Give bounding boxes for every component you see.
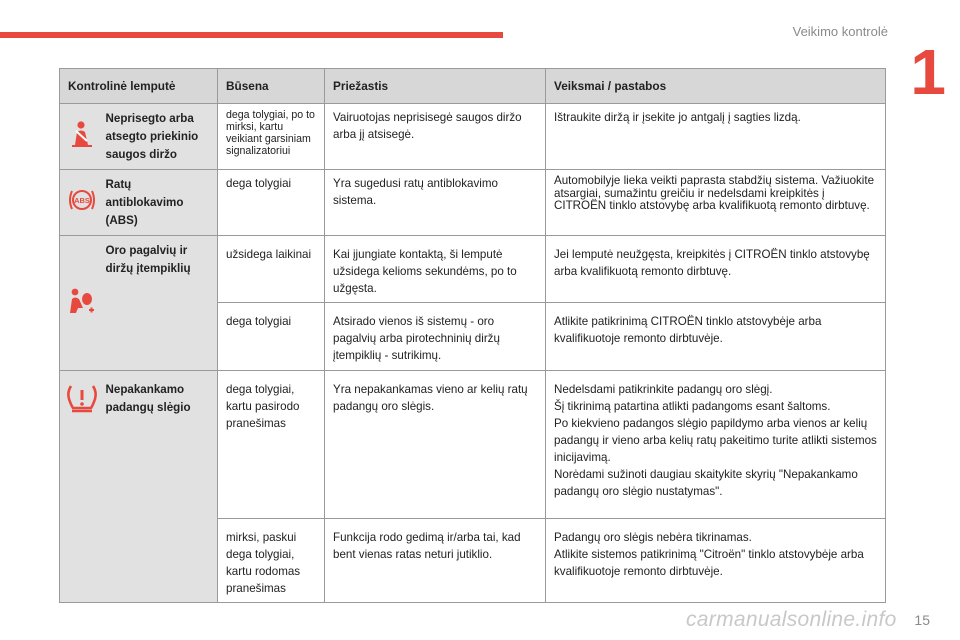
lamp-name-tyre: Nepakankamo padangų slėgio	[104, 371, 218, 603]
action-abs: Automobilyje lieka veikti paprasta stabdžių sistema. Važiuokite atsargiai, sumažintu greičiu ir nedelsdami kreipkitės į CITROËN tinklo atstovybę arba kvalifikuotą remonto dirbtuvę.	[546, 170, 886, 236]
lamp-name-airbag: Oro pagalvių ir diržų įtempiklių	[104, 236, 218, 371]
airbag-icon-cell	[60, 236, 104, 371]
cause-tyre-1: Yra nepakankamas vieno ar kelių ratų padangų oro slėgis.	[325, 371, 546, 519]
action-seatbelt: Ištraukite diržą ir įsekite jo antgalį į sagties lizdą.	[546, 104, 886, 170]
tyre-icon-cell	[60, 371, 104, 603]
table-header-row	[60, 69, 886, 104]
col-header-cause: Priežastis	[325, 69, 546, 104]
cause-airbag-2: Atsirado vienos iš sistemų - oro pagalvių arba pirotechninių diržų įtempiklių - sutrikimų.	[325, 303, 546, 371]
lamp-name-abs: Ratų antiblokavimo (ABS)	[104, 170, 218, 236]
cause-airbag-1: Kai įjungiate kontaktą, ši lemputė užsidega kelioms sekundėms, po to užgęsta.	[325, 236, 546, 303]
action-tyre-1	[546, 371, 886, 519]
col-header-action: Veiksmai / pastabos	[546, 69, 886, 104]
tyre-pressure-warning-icon	[65, 383, 99, 413]
action-airbag-1: Jei lemputė neužgęsta, kreipkitės į CITROËN tinklo atstovybę arba kvalifikuotą remonto dirbtuvę.	[546, 236, 886, 303]
state-seatbelt: dega tolygiai, po to mirksi, kartu veikiant garsiniam signalizatoriui	[218, 104, 325, 170]
action-tyre-1-line: Norėdami sužinoti daugiau skaitykite skyrių "Nepakankamo padangų oro slėgio nustatymas".	[554, 468, 858, 498]
action-tyre-2-line: Padangų oro slėgis nebėra tikrinamas.	[554, 531, 752, 544]
action-tyre-1-line: Šį tikrinimą patartina atlikti padangoms esant šaltoms.	[554, 400, 831, 413]
table-row-seatbelt	[60, 104, 886, 170]
seatbelt-icon-cell	[60, 104, 104, 170]
watermark: carmanualsonline.info	[686, 608, 897, 631]
chapter-number: 1	[910, 36, 946, 108]
table-row-tyre-1	[60, 371, 886, 519]
state-airbag-2: dega tolygiai	[218, 303, 325, 371]
warning-lamps-table	[59, 68, 886, 603]
top-accent-bar	[0, 32, 503, 38]
state-airbag-1: užsidega laikinai	[218, 236, 325, 303]
col-header-lamp: Kontrolinė lemputė	[60, 69, 218, 104]
abs-warning-icon	[67, 188, 97, 212]
svg-text:ABS: ABS	[73, 196, 90, 205]
action-tyre-2	[546, 519, 886, 603]
cause-seatbelt: Vairuotojas neprisisegė saugos diržo arba jį atsisegė.	[325, 104, 546, 170]
table-row-abs	[60, 170, 886, 236]
action-tyre-1-line: Po kiekvieno padangos slėgio papildymo arba vienos ar kelių padangų ir vieno arba kelių ratų pakeitimo turite atlikti sistemos inicijavimą.	[554, 417, 877, 464]
state-abs: dega tolygiai	[218, 170, 325, 236]
airbag-warning-icon	[67, 286, 97, 316]
state-tyre-2: mirksi, paskui dega tolygiai, kartu rodomas pranešimas	[218, 519, 325, 603]
table-row-airbag-1	[60, 236, 886, 303]
action-airbag-2: Atlikite patikrinimą CITROËN tinklo atstovybėje arba kvalifikuotoje remonto dirbtuvėje.	[546, 303, 886, 371]
col-header-state: Būsena	[218, 69, 325, 104]
seatbelt-warning-icon	[69, 120, 95, 148]
page-number: 15	[914, 612, 930, 628]
state-tyre-1: dega tolygiai, kartu pasirodo pranešimas	[218, 371, 325, 519]
lamp-name-seatbelt: Neprisegto arba atsegto priekinio saugos diržo	[104, 104, 218, 170]
section-title: Veikimo kontrolė	[792, 24, 888, 39]
cause-tyre-2: Funkcija rodo gedimą ir/arba tai, kad bent vienas ratas neturi jutiklio.	[325, 519, 546, 603]
action-tyre-1-line: Nedelsdami patikrinkite padangų oro slėgį.	[554, 383, 773, 396]
cause-abs: Yra sugedusi ratų antiblokavimo sistema.	[325, 170, 546, 236]
action-tyre-2-line: Atlikite sistemos patikrinimą "Citroën" tinklo atstovybėje arba kvalifikuotoje remonto dirbtuvėje.	[554, 548, 864, 578]
abs-icon-cell	[60, 170, 104, 236]
